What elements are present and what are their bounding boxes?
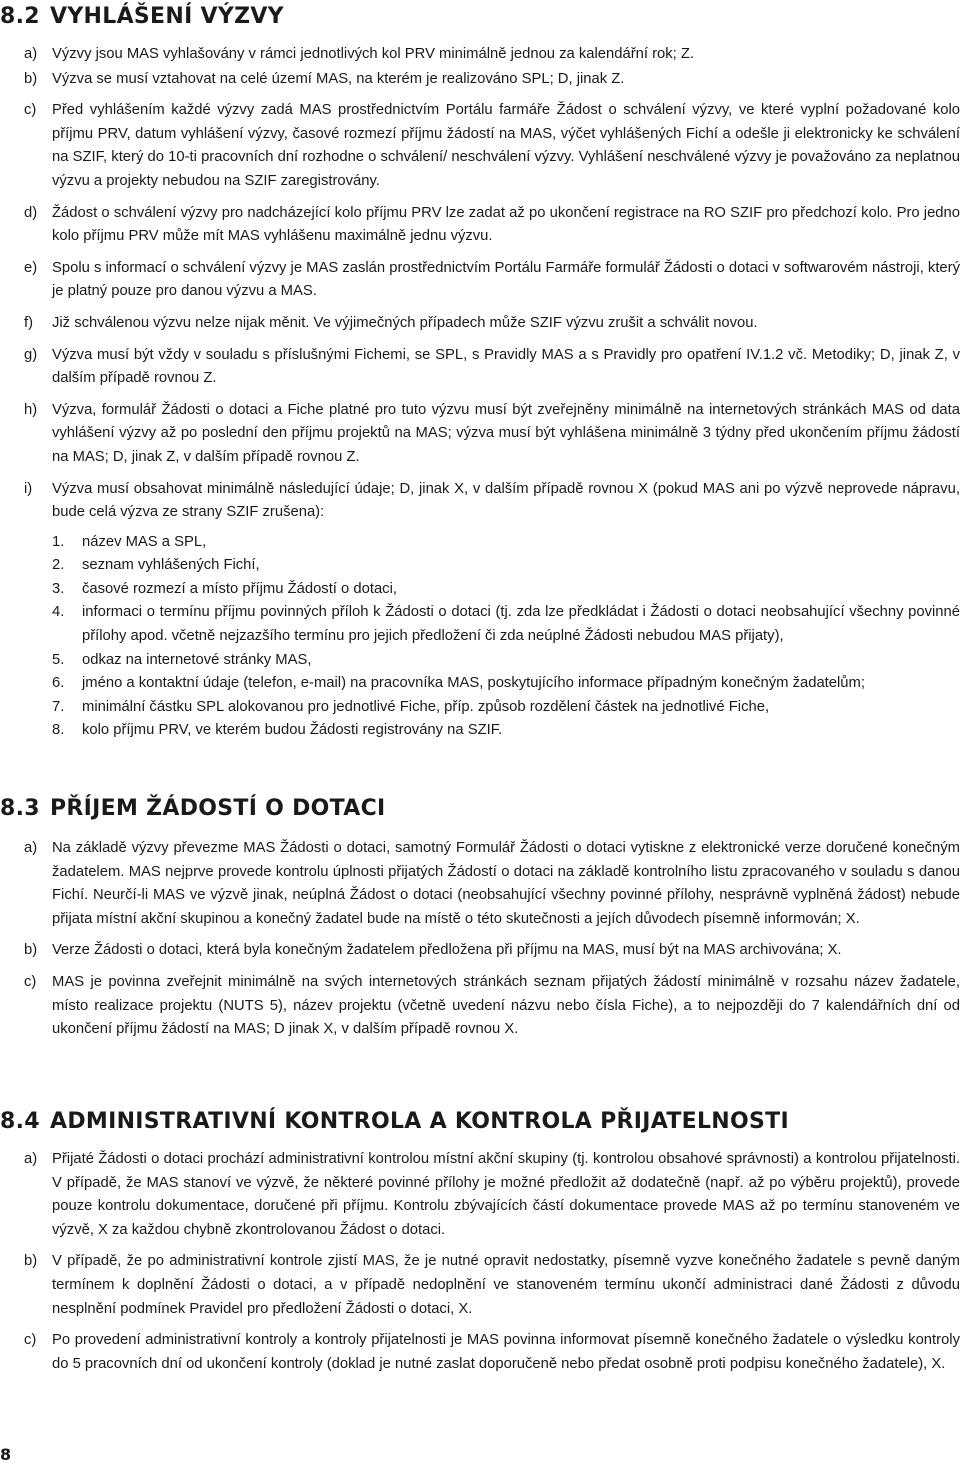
list-item: a) Přijaté Žádosti o dotaci prochází administrativní kontrolou místní akční skupiny (tj. kontrolou obsahové správnosti) a kontrolou přijatelnosti. V případě, že MAS stanoví ve výzvě, že některé povinné přílohy je možné předložit až dodatečně (např. až po výběru projektů), provede pouze kontrolu dokumentace, doručené při příjmu. Kontrolu zbývajících částí dokumentace provede MAS až po termínu stanoveném ve výzvě, X za každou chybně zkontrolovanou Žádost o dotaci.: [24, 1151, 960, 1238]
list-item: d) Žádost o schválení výzvy pro nadcházející kolo příjmu PRV lze zadat až po ukončení registrace na RO SZIF pro předchozí kolo. Pro jedno kolo příjmu PRV může mít MAS vyhlášenu maximálně jednu výzvu.: [24, 204, 960, 245]
list-item: b) Výzva se musí vztahovat na celé území MAS, na kterém je realizováno SPL; D, jinak Z.: [24, 70, 625, 87]
section-8-2-list: [0, 43, 960, 751]
list-item: b) Verze Žádosti o dotaci, která byla konečným žadatelem předložena při příjmu na MAS, musí být na MAS archivována; X.: [24, 942, 842, 959]
sublist-item: 1. název MAS a SPL,: [52, 533, 207, 550]
sublist-item: 2. seznam vyhlášených Fichí,: [52, 557, 260, 574]
list-item: e) Spolu s informací o schválení výzvy je MAS zaslán prostřednictvím Portálu Farmáře formulář Žádosti o dotaci v softwarovém nástroji, který je platný pouze pro danou výzvu a MAS.: [24, 259, 960, 300]
section-heading-8-2: [0, 4, 284, 29]
section-heading-8-4: [0, 1109, 789, 1134]
list-item: a) Na základě výzvy převezme MAS Žádosti o dotaci, samotný Formulář Žádosti o dotaci vytiskne z elektronické verze doručené konečným žadatelem. MAS nejprve provede kontrolu úplnosti přijatých Žádostí o dotaci na základě kontrolního listu zpracovaného v souladu s danou Fichí. Neurčí-li MAS ve výzvě jinak, neúplná Žádost o dotaci (neobsahující všechny povinné přílohy, nesprávně vyplněná žádost) nebude přijata místní akční skupinou a konečný žadatel bude na místě o této skutečnosti a jejích důvodech písemně informován; X.: [24, 840, 960, 927]
section-title: PŘÍJEM ŽÁDOSTÍ O DOTACI: [50, 796, 386, 821]
section-number: 8.4: [0, 1109, 40, 1134]
numbered-sublist: [52, 531, 960, 743]
sublist-item: 4. informaci o termínu příjmu povinných příloh k Žádosti o dotaci (tj. zda lze předkládat i Žádosti o dotaci neobsahující všechny povinné přílohy apod. včetně nejzazšího termínu pro jejich předložení či zda neúplné Žádosti nebudou MAS přijaty),: [52, 604, 960, 645]
sublist-item: 6. jméno a kontaktní údaje (telefon, e-mail) na pracovníka MAS, poskytujícího informace případným konečným žadatelům;: [52, 675, 865, 692]
section-8-3-list: [0, 837, 960, 1050]
page-number: 8: [0, 1445, 12, 1464]
list-item: c) Po provedení administrativní kontroly a kontroly přijatelnosti je MAS povinna informovat písemně konečného žadatele o výsledku kontroly do 5 pracovních dní od ukončení kontroly (doklad je nutné zaslat doporučeně nebo předat osobně proti podpisu konečného žadatele), X.: [24, 1332, 960, 1372]
section-8-4-list: [0, 1148, 960, 1384]
section-title: ADMINISTRATIVNÍ KONTROLA A KONTROLA PŘIJATELNOSTI: [50, 1109, 789, 1134]
list-item: g) Výzva musí být vždy v souladu s příslušnými Fichemi, se SPL, s Pravidly MAS a s Pravidly pro opatření IV.1.2 vč. Metodiky; D, jinak Z, v dalším případě rovnou Z.: [24, 346, 960, 387]
sublist-item: 3. časové rozmezí a místo příjmu Žádostí o dotaci,: [52, 580, 397, 597]
list-item: b) V případě, že po administrativní kontrole zjistí MAS, že je nutné opravit nedostatky, písemně vyzve konečného žadatele s pevně daným termínem k doplnění Žádosti o dotaci, a v případě nedoplnění ve stanoveném termínu ukončí administraci dané Žádosti z důvodu nesplnění podmínek Pravidel pro předložení Žádosti o dotaci, X.: [24, 1253, 960, 1317]
list-item: f) Již schválenou výzvu nelze nijak měnit. Ve výjimečných případech může SZIF výzvu zrušit a schválit novou.: [24, 314, 758, 331]
sublist-item: 8. kolo příjmu PRV, ve kterém budou Žádosti registrovány na SZIF.: [52, 722, 503, 739]
list-item: a) Výzvy jsou MAS vyhlašovány v rámci jednotlivých kol PRV minimálně jednou za kalendářní rok; Z.: [24, 46, 695, 62]
list-item: c) Před vyhlášením každé výzvy zadá MAS prostřednictvím Portálu farmáře Žádost o schválení výzvy, ve které vyplní požadované kolo příjmu PRV, datum vyhlášení výzvy, časové rozmezí příjmu žádostí na MAS, výčet vyhlášených Fichí a odešle ji elektronicky ke schválení na SZIF, který do 10-ti pracovních dní rozhodne o schválení/ neschválení výzvy. Vyhlášení neschválené výzvy je považováno za neplatnou výzvu a projekty nebudou na SZIF zaregistrovány.: [24, 102, 960, 189]
list-item: h) Výzva, formulář Žádosti o dotaci a Fiche platné pro tuto výzvu musí být zveřejněny minimálně na internetových stránkách MAS od data vyhlášení výzvy až po poslední den příjmu projektů na MAS; výzva musí být vyhlášena minimálně 3 týdny před ukončením příjmu žádostí na MAS; D, jinak Z, v dalším případě rovnou Z.: [24, 401, 960, 465]
section-title: VYHLÁŠENÍ VÝZVY: [50, 4, 284, 29]
list-item: c) MAS je povinna zveřejnit minimálně na svých internetových stránkách seznam přijatých žádostí minimálně v rozsahu název žadatele, místo realizace projektu (NUTS 5), název projektu (včetně uvedení názvu nebo čísla Fiche), a to nejpozději do 7 kalendářních dní od ukončení příjmu žádostí na MAS; D jinak X, v dalším případě rovnou X.: [24, 973, 960, 1038]
sublist-item: 5. odkaz na internetové stránky MAS,: [52, 651, 312, 668]
sublist-item: 7. minimální částku SPL alokovanou pro jednotlivé Fiche, příp. způsob rozdělení částek na jednotlivé Fiche,: [52, 698, 770, 715]
list-item: i) Výzva musí obsahovat minimálně následující údaje; D, jinak X, v dalším případě rovnou X (pokud MAS ani po výzvě neprovede nápravu, bude celá výzva ze strany SZIF zrušena): 1. název MAS a SPL, 2. seznam vyhlášených Fichí, 3. časové rozmezí a místo příjmu Žádostí o dotaci, 4. informaci o termínu příjmu povinných příloh k Žádosti o dotaci (tj. zda lze předkládat i Žádosti o dotaci neobsahující všechny povinné přílohy apod. včetně nejzazšího termínu pro jejich předložení či zda neúplné Žádosti nebudou MAS přijaty), 5. odkaz na internetové stránky MAS, 6. jméno a kontaktní údaje (telefon, e-mail) na pracovníka MAS, poskytujícího informace případným konečným žadatelům; 7. minimální částku SPL alokovanou pro jednotlivé Fiche, příp. způsob rozdělení částek na jednotlivé Fiche, 8. kolo příjmu PRV, ve kterém budou Žádosti registrovány na SZIF.: [0, 478, 960, 744]
section-number: 8.3: [0, 796, 40, 821]
section-heading-8-3: [0, 796, 386, 821]
section-number: 8.2: [0, 4, 40, 29]
